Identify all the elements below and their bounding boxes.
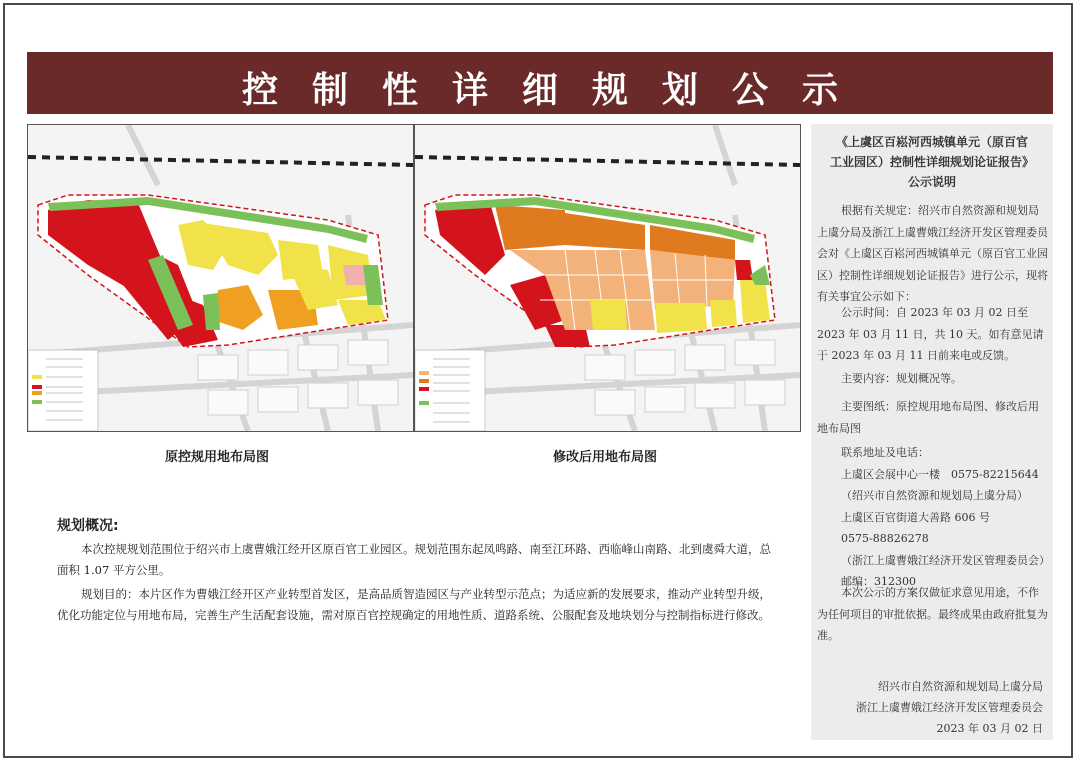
notice-period: 公示时间：自 2023 年 03 月 02 日至 2023 年 03 月 11 日，共 10 天。如有意见请于 2023 年 03 月 11 日前来电或反馈。 xyxy=(817,306,1044,362)
signature-org-1: 绍兴市自然资源和规划局上虞分局 xyxy=(878,680,1043,693)
contact-line-4: 0575-88826278 xyxy=(841,532,929,545)
contact-line-1: 上虞区会展中心一楼 0575-82215644 xyxy=(841,467,1039,481)
contact-block xyxy=(817,442,1049,593)
right-map-caption: 修改后用地布局图 xyxy=(553,450,658,465)
notice-title-line-2: 工业园区）控制性详细规划论证报告》 xyxy=(829,155,1034,169)
contact-line-3: 上虞区百官街道大善路 606 号 xyxy=(841,510,990,524)
title-banner xyxy=(27,52,1053,114)
notice-content: 主要内容：规划概况等。 xyxy=(841,372,962,385)
contact-line-6: 邮编：312300 xyxy=(841,575,916,588)
signature-block xyxy=(856,676,1043,739)
notice-title-line-3: 公示说明 xyxy=(907,175,956,189)
contact-heading: 联系地址及电话： xyxy=(841,446,929,459)
left-map-caption: 原控规用地布局图 xyxy=(165,450,270,465)
notice-intro: 根据有关规定：绍兴市自然资源和规划局上虞分局及浙江上虞曹娥江经济开发区管理委员会对《上虞区百崧河西城镇单元（原百官工业园区）控制性详细规划论证报告》进行公示，现将有关事宜公示如下： xyxy=(817,204,1048,303)
contact-line-5: （浙江上虞曹娥江经济开发区管理委员会） xyxy=(841,553,1050,567)
notice-panel xyxy=(811,124,1053,740)
original-map-drawing xyxy=(28,125,413,431)
signature-date: 2023 年 03 月 02 日 xyxy=(936,722,1043,735)
revised-land-use-map xyxy=(414,124,801,432)
signature-org-2: 浙江上虞曹娥江经济开发区管理委员会 xyxy=(856,701,1043,714)
banner-title: 控制性详细规划公示 xyxy=(241,70,872,111)
notice-drawings: 主要图纸：原控规用地布局图、修改后用地布局图 xyxy=(817,400,1039,435)
revised-map-drawing xyxy=(415,125,800,431)
original-land-use-map xyxy=(27,124,414,432)
contact-line-2: （绍兴市自然资源和规划局上虞分局） xyxy=(841,489,1028,502)
overview-heading: 规划概况: xyxy=(57,518,119,534)
overview-paragraph-2: 规划目的：本片区作为曹娥江经开区产业转型首发区，是高品质智造园区与产业转型示范点；为适应新的发展要求，推动产业转型升级，优化功能定位与用地布局，完善生产生活配套设施，需对原百官控规确定的用地性质、道路系统、公服配套及地块划分与控制指标进行修改。 xyxy=(57,587,771,622)
notice-title-line-1: 《上虞区百崧河西城镇单元（原百官 xyxy=(835,135,1028,149)
notice-disclaimer: 本次公示的方案仅做征求意见用途，不作为任何项目的审批依据。最终成果由政府批复为准。 xyxy=(817,586,1048,642)
notice-title xyxy=(811,132,1053,192)
overview-paragraph-1: 本次控规规划范围位于绍兴市上虞曹娥江经开区原百官工业园区。规划范围东起凤鸣路、南至江环路、西临峰山南路、北到虞舜大道，总面积 1.07 平方公里。 xyxy=(57,542,771,577)
